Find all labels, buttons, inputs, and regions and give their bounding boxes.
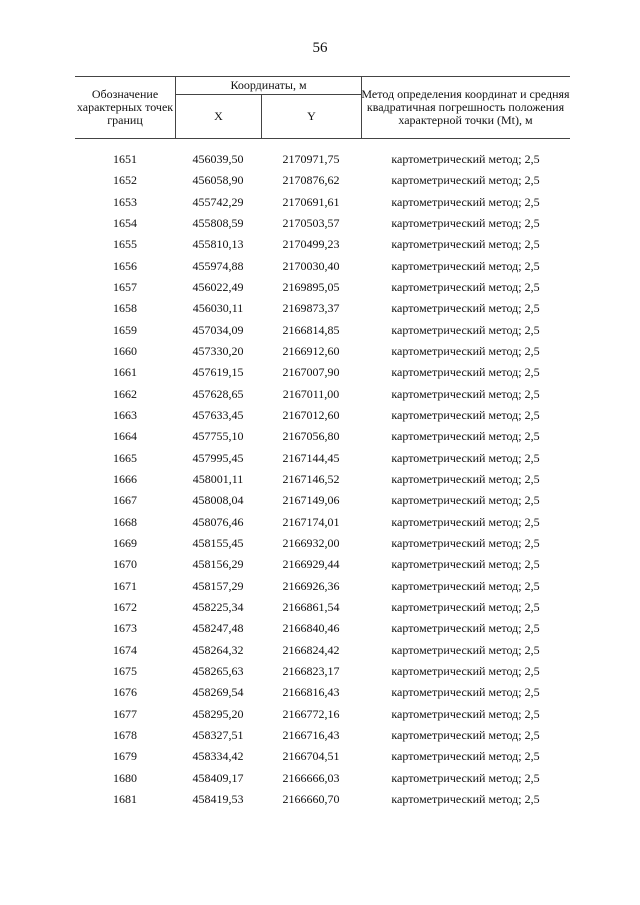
cell-method: картометрический метод; 2,5 [391,727,540,742]
cell-y: 2166816,43 [282,685,340,700]
cell-method: картометрический метод; 2,5 [391,557,540,572]
cell-point-id: 1671 [113,578,137,593]
cell-x: 456030,11 [192,301,244,316]
header-point-designation: Обозначение характерных точек границ [76,87,174,127]
table-row [75,597,570,618]
cell-method: картометрический метод; 2,5 [391,663,540,678]
cell-y: 2166823,17 [282,663,340,678]
header-coordinates-group [175,77,362,138]
header-y: Y [307,109,316,123]
cell-point-id: 1661 [113,365,137,380]
cell-x: 458076,46 [192,514,244,529]
table-row [75,234,570,255]
table-row [75,618,570,639]
cell-point-id: 1680 [113,770,137,785]
cell-point-id: 1657 [113,279,137,294]
table-row [75,789,570,810]
cell-x: 458409,17 [192,770,244,785]
cell-method: картометрический метод; 2,5 [391,749,540,764]
cell-y: 2170499,23 [282,237,340,252]
cell-method: картометрический метод; 2,5 [391,578,540,593]
cell-point-id: 1672 [113,599,137,614]
cell-point-id: 1653 [113,194,137,209]
cell-x: 458264,32 [192,642,244,657]
cell-x: 458001,11 [192,471,244,486]
cell-y: 2166772,16 [282,706,340,721]
cell-point-id: 1654 [113,215,137,230]
table-row [75,192,570,213]
cell-x: 458334,42 [192,749,244,764]
cell-method: картометрический метод; 2,5 [391,279,540,294]
cell-x: 457330,20 [192,343,244,358]
cell-y: 2167174,01 [282,514,340,529]
cell-method: картометрический метод; 2,5 [391,322,540,337]
cell-y: 2167146,52 [282,471,340,486]
cell-method: картометрический метод; 2,5 [391,258,540,273]
cell-point-id: 1658 [113,301,137,316]
cell-method: картометрический метод; 2,5 [391,343,540,358]
table-row [75,533,570,554]
table-row [75,213,570,234]
cell-x: 456022,49 [192,279,244,294]
table-row [75,490,570,511]
cell-method: картометрический метод; 2,5 [391,365,540,380]
cell-method: картометрический метод; 2,5 [391,514,540,529]
table-row [75,576,570,597]
cell-x: 458247,48 [192,621,244,636]
cell-method: картометрический метод; 2,5 [391,237,540,252]
cell-point-id: 1656 [113,258,137,273]
table-row [75,426,570,447]
cell-x: 458419,53 [192,791,244,806]
cell-y: 2167144,45 [282,450,340,465]
cell-y: 2166666,03 [282,770,340,785]
cell-y: 2169873,37 [282,301,340,316]
cell-y: 2166926,36 [282,578,340,593]
cell-method: картометрический метод; 2,5 [391,429,540,444]
cell-y: 2166840,46 [282,621,340,636]
cell-y: 2166716,43 [282,727,340,742]
cell-y: 2167056,80 [282,429,340,444]
cell-x: 455742,29 [192,194,244,209]
cell-method: картометрический метод; 2,5 [391,599,540,614]
cell-x: 457034,09 [192,322,244,337]
cell-method: картометрический метод; 2,5 [391,770,540,785]
table-row [75,448,570,469]
cell-method: картометрический метод; 2,5 [391,173,540,188]
header-coordinates: Координаты, м [176,77,361,95]
cell-method: картометрический метод; 2,5 [391,535,540,550]
table-row [75,149,570,170]
cell-x: 458269,54 [192,685,244,700]
cell-point-id: 1668 [113,514,137,529]
cell-x: 457633,45 [192,407,244,422]
table-row [75,341,570,362]
cell-point-id: 1655 [113,237,137,252]
cell-x: 455808,59 [192,215,244,230]
table-row [75,170,570,191]
cell-method: картометрический метод; 2,5 [391,407,540,422]
cell-x: 458295,20 [192,706,244,721]
cell-x: 456058,90 [192,173,244,188]
table-row [75,661,570,682]
cell-method: картометрический метод; 2,5 [391,215,540,230]
cell-method: картометрический метод; 2,5 [391,301,540,316]
cell-method: картометрический метод; 2,5 [391,621,540,636]
cell-point-id: 1665 [113,450,137,465]
table-row [75,320,570,341]
cell-point-id: 1667 [113,493,137,508]
cell-method: картометрический метод; 2,5 [391,685,540,700]
cell-method: картометрический метод; 2,5 [391,386,540,401]
table-row [75,768,570,789]
cell-point-id: 1652 [113,173,137,188]
header-method: Метод определения координат и средняя квадратичная погрешность положения характерной точки (Mt), м [361,87,570,127]
cell-y: 2167007,90 [282,365,340,380]
cell-x: 455810,13 [192,237,244,252]
cell-point-id: 1673 [113,621,137,636]
cell-point-id: 1660 [113,343,137,358]
cell-method: картометрический метод; 2,5 [391,642,540,657]
cell-method: картометрический метод; 2,5 [391,791,540,806]
cell-point-id: 1681 [113,791,137,806]
cell-x: 458225,34 [192,599,244,614]
cell-x: 458327,51 [192,727,244,742]
cell-point-id: 1666 [113,471,137,486]
cell-point-id: 1674 [113,642,137,657]
cell-y: 2166912,60 [282,343,340,358]
cell-y: 2170503,57 [282,215,340,230]
cell-point-id: 1670 [113,557,137,572]
cell-x: 458008,04 [192,493,244,508]
table-row [75,277,570,298]
table-row [75,682,570,703]
table-row [75,256,570,277]
cell-y: 2166824,42 [282,642,340,657]
table-row [75,725,570,746]
cell-method: картометрический метод; 2,5 [391,706,540,721]
cell-x: 458156,29 [192,557,244,572]
cell-x: 457995,45 [192,450,244,465]
cell-method: картометрический метод; 2,5 [391,450,540,465]
cell-y: 2170971,75 [282,152,340,166]
cell-point-id: 1669 [113,535,137,550]
table-row [75,554,570,575]
cell-y: 2166929,44 [282,557,340,572]
cell-point-id: 1678 [113,727,137,742]
cell-x: 457619,15 [192,365,244,380]
cell-point-id: 1651 [113,152,137,166]
cell-y: 2170876,62 [282,173,340,188]
cell-x: 457755,10 [192,429,244,444]
cell-point-id: 1677 [113,706,137,721]
table-row [75,298,570,319]
table-row [75,362,570,383]
cell-y: 2167011,00 [282,386,340,401]
cell-x: 458155,45 [192,535,244,550]
cell-y: 2169895,05 [282,279,340,294]
cell-y: 2167149,06 [282,493,340,508]
cell-y: 2166861,54 [282,599,340,614]
table-header [75,76,570,139]
table-row [75,512,570,533]
cell-y: 2166932,00 [282,535,340,550]
cell-x: 458265,63 [192,663,244,678]
table-row [75,405,570,426]
cell-method: картометрический метод; 2,5 [391,194,540,209]
table-row [75,469,570,490]
cell-x: 458157,29 [192,578,244,593]
table-row [75,384,570,405]
cell-x: 457628,65 [192,386,244,401]
cell-x: 456039,50 [192,152,244,166]
cell-method: картометрический метод; 2,5 [391,152,540,166]
table-row [75,704,570,725]
cell-y: 2170691,61 [282,194,340,209]
cell-point-id: 1676 [113,685,137,700]
cell-method: картометрический метод; 2,5 [391,493,540,508]
cell-point-id: 1664 [113,429,137,444]
table-row [75,746,570,767]
header-x: X [176,95,262,138]
cell-y: 2167012,60 [282,407,340,422]
page-number: 56 [312,40,328,56]
table-body [75,149,570,810]
cell-method: картометрический метод; 2,5 [391,471,540,486]
cell-y: 2166660,70 [282,791,340,806]
cell-point-id: 1663 [113,407,137,422]
table-row [75,640,570,661]
cell-y: 2166814,85 [282,322,340,337]
cell-y: 2170030,40 [282,258,340,273]
cell-point-id: 1659 [113,322,137,337]
cell-y: 2166704,51 [282,749,340,764]
cell-point-id: 1662 [113,386,137,401]
cell-x: 455974,88 [192,258,244,273]
cell-point-id: 1675 [113,663,137,678]
cell-point-id: 1679 [113,749,137,764]
